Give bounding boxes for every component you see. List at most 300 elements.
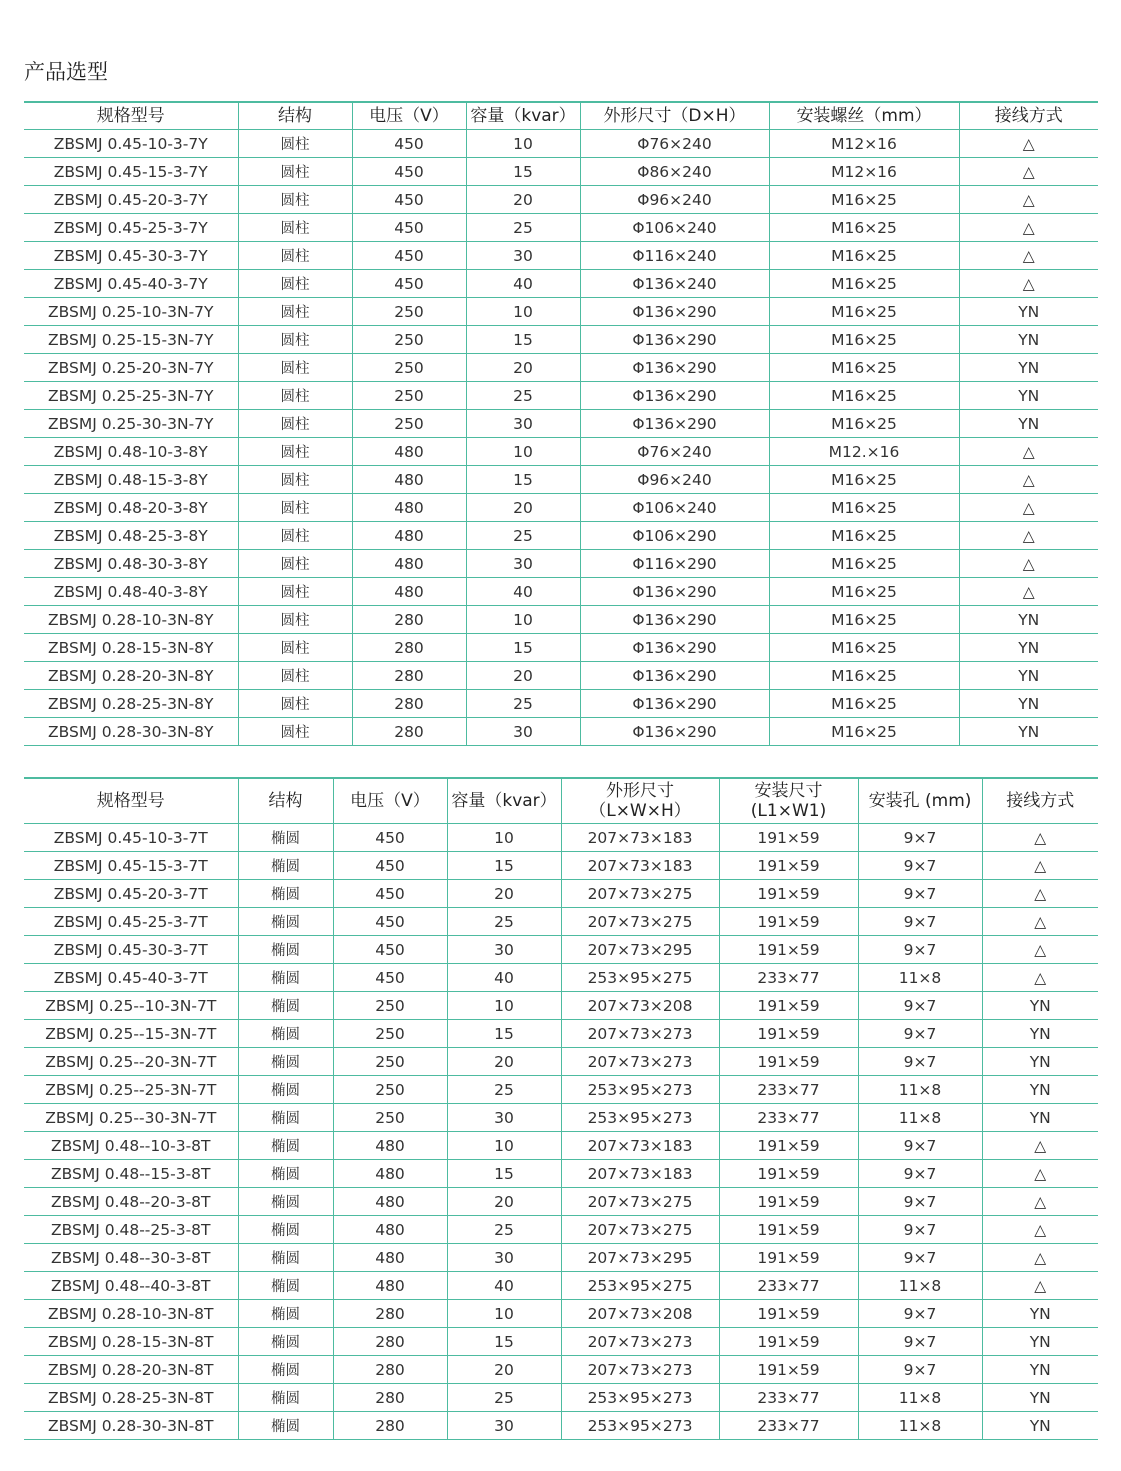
table-cell: M16×25 bbox=[769, 662, 959, 690]
table-cell: 191×59 bbox=[719, 1244, 858, 1272]
table-cell: 20 bbox=[466, 494, 580, 522]
table-cell: ZBSMJ 0.28-10-3N-8T bbox=[24, 1300, 238, 1328]
table-cell: ZBSMJ 0.48-40-3-8Y bbox=[24, 578, 238, 606]
table-body bbox=[24, 824, 1098, 1440]
table-cell: 9×7 bbox=[858, 1356, 982, 1384]
table-cell: 25 bbox=[447, 908, 561, 936]
table-cell: Φ136×290 bbox=[580, 690, 769, 718]
table-row bbox=[24, 438, 1098, 466]
table-cell: 450 bbox=[333, 824, 447, 852]
table-cell: 207×73×183 bbox=[561, 1132, 719, 1160]
table-cell: 253×95×275 bbox=[561, 964, 719, 992]
table-cell: 280 bbox=[333, 1328, 447, 1356]
table-cell: Φ76×240 bbox=[580, 438, 769, 466]
table-cell: 11×8 bbox=[858, 964, 982, 992]
table-cell: 253×95×273 bbox=[561, 1412, 719, 1440]
table-cell: YN bbox=[982, 1300, 1098, 1328]
table-row bbox=[24, 186, 1098, 214]
table-cell: 椭圆 bbox=[238, 1216, 333, 1244]
table-cell: 10 bbox=[466, 298, 580, 326]
table-cell: 25 bbox=[447, 1384, 561, 1412]
table-row bbox=[24, 354, 1098, 382]
table-cell: Φ106×240 bbox=[580, 214, 769, 242]
table-cell: 圆柱 bbox=[238, 326, 352, 354]
table-cell: ZBSMJ 0.25--15-3N-7T bbox=[24, 1020, 238, 1048]
table-cell: YN bbox=[982, 1104, 1098, 1132]
column-header-model: 规格型号 bbox=[24, 778, 238, 824]
table-cell: 480 bbox=[333, 1132, 447, 1160]
table-cell: ZBSMJ 0.48--10-3-8T bbox=[24, 1132, 238, 1160]
table-cell: 191×59 bbox=[719, 1160, 858, 1188]
table-cell: 圆柱 bbox=[238, 354, 352, 382]
table-cell: ZBSMJ 0.48--25-3-8T bbox=[24, 1216, 238, 1244]
table-cell: 椭圆 bbox=[238, 992, 333, 1020]
table-cell: 207×73×273 bbox=[561, 1020, 719, 1048]
table-cell: 191×59 bbox=[719, 1132, 858, 1160]
table-cell: ZBSMJ 0.25-25-3N-7Y bbox=[24, 382, 238, 410]
table-cell: 20 bbox=[466, 186, 580, 214]
table-cell: ZBSMJ 0.25--30-3N-7T bbox=[24, 1104, 238, 1132]
table-cell: 椭圆 bbox=[238, 824, 333, 852]
table-cell: ZBSMJ 0.45-40-3-7Y bbox=[24, 270, 238, 298]
table-cell: Φ96×240 bbox=[580, 466, 769, 494]
column-header-structure: 结构 bbox=[238, 778, 333, 824]
table-row bbox=[24, 1216, 1098, 1244]
table-cell: 15 bbox=[466, 158, 580, 186]
table-header-row bbox=[24, 778, 1098, 824]
table-cell: 191×59 bbox=[719, 852, 858, 880]
table-cell: 9×7 bbox=[858, 992, 982, 1020]
table-cell: ZBSMJ 0.45-30-3-7Y bbox=[24, 242, 238, 270]
table-cell: ZBSMJ 0.25-30-3N-7Y bbox=[24, 410, 238, 438]
table-cell: △ bbox=[959, 186, 1098, 214]
table-cell: 450 bbox=[352, 270, 466, 298]
table-cell: 圆柱 bbox=[238, 466, 352, 494]
table-row bbox=[24, 690, 1098, 718]
table-cell: 10 bbox=[447, 1132, 561, 1160]
table-cell: 30 bbox=[466, 410, 580, 438]
cylindrical-spec-table bbox=[24, 101, 1098, 746]
table-cell: M16×25 bbox=[769, 634, 959, 662]
table-cell: 圆柱 bbox=[238, 410, 352, 438]
table-cell: 20 bbox=[447, 1048, 561, 1076]
table-cell: 207×73×295 bbox=[561, 1244, 719, 1272]
table-row bbox=[24, 992, 1098, 1020]
table-cell: 233×77 bbox=[719, 1384, 858, 1412]
table-cell: △ bbox=[982, 936, 1098, 964]
table-cell: 椭圆 bbox=[238, 908, 333, 936]
table-cell: 15 bbox=[447, 852, 561, 880]
table-cell: 207×73×183 bbox=[561, 1160, 719, 1188]
table-cell: 20 bbox=[447, 880, 561, 908]
table-cell: 圆柱 bbox=[238, 662, 352, 690]
table-cell: ZBSMJ 0.48--15-3-8T bbox=[24, 1160, 238, 1188]
table-cell: ZBSMJ 0.48--30-3-8T bbox=[24, 1244, 238, 1272]
table-cell: 191×59 bbox=[719, 824, 858, 852]
table-cell: 9×7 bbox=[858, 1132, 982, 1160]
table-row bbox=[24, 494, 1098, 522]
table-cell: 30 bbox=[466, 242, 580, 270]
table-cell: 40 bbox=[466, 578, 580, 606]
table-cell: YN bbox=[982, 992, 1098, 1020]
table-cell: 25 bbox=[447, 1216, 561, 1244]
column-header-wiring: 接线方式 bbox=[982, 778, 1098, 824]
table-cell: 椭圆 bbox=[238, 964, 333, 992]
table-cell: 椭圆 bbox=[238, 1076, 333, 1104]
table-row bbox=[24, 1048, 1098, 1076]
table-cell: 250 bbox=[333, 992, 447, 1020]
table-cell: 10 bbox=[447, 824, 561, 852]
table-cell: △ bbox=[982, 1244, 1098, 1272]
table-cell: 250 bbox=[352, 410, 466, 438]
table-cell: 25 bbox=[466, 382, 580, 410]
table-cell: Φ136×240 bbox=[580, 270, 769, 298]
table-cell: Φ136×290 bbox=[580, 298, 769, 326]
table-cell: 207×73×273 bbox=[561, 1356, 719, 1384]
table-cell: 20 bbox=[466, 354, 580, 382]
table-cell: 253×95×275 bbox=[561, 1272, 719, 1300]
table-row bbox=[24, 1160, 1098, 1188]
table-cell: 圆柱 bbox=[238, 186, 352, 214]
table-cell: 11×8 bbox=[858, 1384, 982, 1412]
table-cell: ZBSMJ 0.48-10-3-8Y bbox=[24, 438, 238, 466]
table-cell: △ bbox=[959, 550, 1098, 578]
table-cell: 25 bbox=[466, 214, 580, 242]
table-cell: ZBSMJ 0.28-15-3N-8Y bbox=[24, 634, 238, 662]
column-header-capacity: 容量（kvar） bbox=[466, 102, 580, 130]
table-cell: 191×59 bbox=[719, 992, 858, 1020]
table-cell: 253×95×273 bbox=[561, 1384, 719, 1412]
table-cell: 280 bbox=[352, 718, 466, 746]
table-cell: 圆柱 bbox=[238, 634, 352, 662]
table-cell: YN bbox=[982, 1328, 1098, 1356]
table-cell: 椭圆 bbox=[238, 1244, 333, 1272]
table-cell: ZBSMJ 0.45-15-3-7T bbox=[24, 852, 238, 880]
table-row bbox=[24, 1020, 1098, 1048]
table-row bbox=[24, 578, 1098, 606]
table-cell: 椭圆 bbox=[238, 880, 333, 908]
table-cell: 11×8 bbox=[858, 1104, 982, 1132]
table-cell: 40 bbox=[447, 964, 561, 992]
table-cell: ZBSMJ 0.28-20-3N-8T bbox=[24, 1356, 238, 1384]
table-cell: M16×25 bbox=[769, 550, 959, 578]
table-cell: Φ106×290 bbox=[580, 522, 769, 550]
table-cell: 11×8 bbox=[858, 1412, 982, 1440]
table-cell: 15 bbox=[447, 1020, 561, 1048]
table-cell: Φ136×290 bbox=[580, 578, 769, 606]
table-cell: 圆柱 bbox=[238, 494, 352, 522]
table-cell: 椭圆 bbox=[238, 852, 333, 880]
table-row bbox=[24, 908, 1098, 936]
table-cell: ZBSMJ 0.25-10-3N-7Y bbox=[24, 298, 238, 326]
table-cell: YN bbox=[959, 410, 1098, 438]
table-cell: △ bbox=[959, 494, 1098, 522]
table-cell: 450 bbox=[333, 964, 447, 992]
table-cell: 圆柱 bbox=[238, 214, 352, 242]
table-cell: 40 bbox=[466, 270, 580, 298]
table-cell: 207×73×208 bbox=[561, 992, 719, 1020]
table-cell: 250 bbox=[333, 1020, 447, 1048]
table-row bbox=[24, 880, 1098, 908]
table-row bbox=[24, 270, 1098, 298]
table-cell: △ bbox=[959, 438, 1098, 466]
column-header-voltage: 电压（V） bbox=[333, 778, 447, 824]
table-cell: 480 bbox=[352, 438, 466, 466]
table-cell: 9×7 bbox=[858, 1160, 982, 1188]
table-cell: ZBSMJ 0.48-30-3-8Y bbox=[24, 550, 238, 578]
table-cell: 280 bbox=[333, 1412, 447, 1440]
table-cell: YN bbox=[982, 1356, 1098, 1384]
table-cell: 椭圆 bbox=[238, 1132, 333, 1160]
table-cell: 233×77 bbox=[719, 1076, 858, 1104]
table-cell: △ bbox=[982, 824, 1098, 852]
table-cell: ZBSMJ 0.28-25-3N-8Y bbox=[24, 690, 238, 718]
table-cell: ZBSMJ 0.45-20-3-7Y bbox=[24, 186, 238, 214]
table-cell: 25 bbox=[466, 690, 580, 718]
table-cell: 480 bbox=[352, 578, 466, 606]
table-cell: 圆柱 bbox=[238, 718, 352, 746]
column-header-voltage: 电压（V） bbox=[352, 102, 466, 130]
table-cell: 450 bbox=[352, 130, 466, 158]
table-cell: 椭圆 bbox=[238, 1104, 333, 1132]
table-cell: 9×7 bbox=[858, 1020, 982, 1048]
table-cell: 207×73×275 bbox=[561, 1216, 719, 1244]
table-cell: YN bbox=[959, 606, 1098, 634]
table-cell: 椭圆 bbox=[238, 1048, 333, 1076]
table-cell: △ bbox=[959, 466, 1098, 494]
table-row bbox=[24, 606, 1098, 634]
table-cell: ZBSMJ 0.25--10-3N-7T bbox=[24, 992, 238, 1020]
table-row bbox=[24, 382, 1098, 410]
table-cell: 椭圆 bbox=[238, 936, 333, 964]
table-cell: Φ76×240 bbox=[580, 130, 769, 158]
table-cell: 480 bbox=[333, 1216, 447, 1244]
table-cell: M16×25 bbox=[769, 690, 959, 718]
table-cell: M12×16 bbox=[769, 130, 959, 158]
table-cell: 207×73×275 bbox=[561, 880, 719, 908]
table-cell: M16×25 bbox=[769, 242, 959, 270]
table-cell: Φ86×240 bbox=[580, 158, 769, 186]
table-cell: YN bbox=[959, 354, 1098, 382]
table-cell: 15 bbox=[447, 1328, 561, 1356]
table-cell: 250 bbox=[333, 1104, 447, 1132]
table-cell: M16×25 bbox=[769, 494, 959, 522]
table-cell: 15 bbox=[466, 634, 580, 662]
table-row bbox=[24, 1412, 1098, 1440]
table-cell: △ bbox=[959, 214, 1098, 242]
table-cell: 11×8 bbox=[858, 1076, 982, 1104]
table-cell: 10 bbox=[466, 130, 580, 158]
table-cell: ZBSMJ 0.45-10-3-7Y bbox=[24, 130, 238, 158]
table-cell: 207×73×183 bbox=[561, 824, 719, 852]
table-cell: 30 bbox=[447, 1244, 561, 1272]
table-cell: Φ116×290 bbox=[580, 550, 769, 578]
table-cell: M12.×16 bbox=[769, 438, 959, 466]
table-cell: Φ136×290 bbox=[580, 662, 769, 690]
table-cell: YN bbox=[982, 1384, 1098, 1412]
table-cell: 253×95×273 bbox=[561, 1104, 719, 1132]
table-row bbox=[24, 158, 1098, 186]
table-cell: M16×25 bbox=[769, 382, 959, 410]
table-cell: 191×59 bbox=[719, 1356, 858, 1384]
table-cell: 191×59 bbox=[719, 936, 858, 964]
table-cell: 207×73×208 bbox=[561, 1300, 719, 1328]
table-cell: Φ136×290 bbox=[580, 382, 769, 410]
table-cell: 30 bbox=[447, 1412, 561, 1440]
table-cell: 191×59 bbox=[719, 1328, 858, 1356]
table-cell: 450 bbox=[333, 908, 447, 936]
table-cell: 480 bbox=[352, 466, 466, 494]
column-header-mounting-screw: 安装螺丝（mm） bbox=[769, 102, 959, 130]
table-cell: 圆柱 bbox=[238, 606, 352, 634]
table-cell: 9×7 bbox=[858, 852, 982, 880]
table-cell: △ bbox=[959, 158, 1098, 186]
table-cell: 9×7 bbox=[858, 1188, 982, 1216]
table-cell: 191×59 bbox=[719, 880, 858, 908]
table-cell: 25 bbox=[466, 522, 580, 550]
table-cell: 10 bbox=[447, 1300, 561, 1328]
table-cell: 450 bbox=[333, 936, 447, 964]
table-cell: 207×73×273 bbox=[561, 1328, 719, 1356]
table-cell: M16×25 bbox=[769, 606, 959, 634]
table-cell: 207×73×183 bbox=[561, 852, 719, 880]
table-cell: 480 bbox=[333, 1160, 447, 1188]
table-cell: ZBSMJ 0.45-15-3-7Y bbox=[24, 158, 238, 186]
table-cell: M16×25 bbox=[769, 354, 959, 382]
table-cell: YN bbox=[959, 662, 1098, 690]
table-cell: 30 bbox=[447, 1104, 561, 1132]
table-cell: ZBSMJ 0.45-25-3-7T bbox=[24, 908, 238, 936]
table-cell: 椭圆 bbox=[238, 1160, 333, 1188]
table-cell: 15 bbox=[447, 1160, 561, 1188]
table-cell: 10 bbox=[447, 992, 561, 1020]
table-row bbox=[24, 1328, 1098, 1356]
table-cell: 圆柱 bbox=[238, 578, 352, 606]
table-cell: 450 bbox=[352, 242, 466, 270]
table-row bbox=[24, 634, 1098, 662]
table-row bbox=[24, 1132, 1098, 1160]
table-cell: 圆柱 bbox=[238, 298, 352, 326]
table-cell: 250 bbox=[352, 354, 466, 382]
table-cell: ZBSMJ 0.28-20-3N-8Y bbox=[24, 662, 238, 690]
table-cell: 圆柱 bbox=[238, 438, 352, 466]
table-cell: ZBSMJ 0.28-30-3N-8Y bbox=[24, 718, 238, 746]
table-cell: 450 bbox=[333, 852, 447, 880]
table-cell: 椭圆 bbox=[238, 1020, 333, 1048]
table-cell: 280 bbox=[352, 690, 466, 718]
table-cell: 30 bbox=[466, 550, 580, 578]
table-header-row bbox=[24, 102, 1098, 130]
table-cell: YN bbox=[982, 1076, 1098, 1104]
table-cell: 191×59 bbox=[719, 1188, 858, 1216]
table-cell: △ bbox=[959, 130, 1098, 158]
table-cell: △ bbox=[959, 578, 1098, 606]
table-cell: ZBSMJ 0.28-25-3N-8T bbox=[24, 1384, 238, 1412]
table-cell: M16×25 bbox=[769, 522, 959, 550]
table-row bbox=[24, 326, 1098, 354]
table-cell: 圆柱 bbox=[238, 242, 352, 270]
table-row bbox=[24, 1104, 1098, 1132]
table-cell: 191×59 bbox=[719, 1300, 858, 1328]
table-row bbox=[24, 1244, 1098, 1272]
elliptical-spec-table bbox=[24, 777, 1098, 1440]
table-cell: YN bbox=[959, 690, 1098, 718]
table-row bbox=[24, 852, 1098, 880]
table-cell: 233×77 bbox=[719, 1104, 858, 1132]
table-cell: 250 bbox=[333, 1048, 447, 1076]
table-cell: M16×25 bbox=[769, 466, 959, 494]
table-cell: 椭圆 bbox=[238, 1300, 333, 1328]
table-cell: △ bbox=[982, 1272, 1098, 1300]
table-cell: 9×7 bbox=[858, 1216, 982, 1244]
column-header-model: 规格型号 bbox=[24, 102, 238, 130]
table-cell: Φ106×240 bbox=[580, 494, 769, 522]
table-cell: 圆柱 bbox=[238, 130, 352, 158]
table-cell: △ bbox=[982, 1216, 1098, 1244]
table-cell: M16×25 bbox=[769, 214, 959, 242]
table-cell: ZBSMJ 0.45-10-3-7T bbox=[24, 824, 238, 852]
table-cell: ZBSMJ 0.25--25-3N-7T bbox=[24, 1076, 238, 1104]
table-row bbox=[24, 1188, 1098, 1216]
table-cell: △ bbox=[982, 852, 1098, 880]
table-cell: 圆柱 bbox=[238, 522, 352, 550]
column-header-dimensions: 外形尺寸（D×H） bbox=[580, 102, 769, 130]
table-row bbox=[24, 410, 1098, 438]
table-cell: ZBSMJ 0.45-25-3-7Y bbox=[24, 214, 238, 242]
column-header-wiring: 接线方式 bbox=[959, 102, 1098, 130]
table-cell: YN bbox=[982, 1412, 1098, 1440]
table-cell: YN bbox=[959, 634, 1098, 662]
table-row bbox=[24, 1356, 1098, 1384]
table-cell: ZBSMJ 0.45-20-3-7T bbox=[24, 880, 238, 908]
column-header-dimensions: 外形尺寸 （L×W×H） bbox=[561, 778, 719, 824]
table-cell: ZBSMJ 0.25-20-3N-7Y bbox=[24, 354, 238, 382]
column-header-mounting-size: 安装尺寸 (L1×W1) bbox=[719, 778, 858, 824]
table-cell: 20 bbox=[447, 1188, 561, 1216]
table-cell: 9×7 bbox=[858, 880, 982, 908]
table-cell: △ bbox=[959, 522, 1098, 550]
table-cell: 9×7 bbox=[858, 1048, 982, 1076]
table-cell: 191×59 bbox=[719, 1048, 858, 1076]
table-cell: 9×7 bbox=[858, 1328, 982, 1356]
table-cell: M16×25 bbox=[769, 578, 959, 606]
table-cell: Φ116×240 bbox=[580, 242, 769, 270]
table-cell: Φ136×290 bbox=[580, 410, 769, 438]
table-body bbox=[24, 130, 1098, 746]
table-cell: 15 bbox=[466, 466, 580, 494]
table-cell: △ bbox=[959, 270, 1098, 298]
table-cell: 10 bbox=[466, 606, 580, 634]
page-title: 产品选型 bbox=[24, 60, 108, 84]
table-cell: YN bbox=[982, 1020, 1098, 1048]
table-cell: Φ136×290 bbox=[580, 606, 769, 634]
table-cell: 9×7 bbox=[858, 1300, 982, 1328]
table-cell: 207×73×275 bbox=[561, 908, 719, 936]
table-cell: 207×73×273 bbox=[561, 1048, 719, 1076]
table-cell: ZBSMJ 0.25--20-3N-7T bbox=[24, 1048, 238, 1076]
table-cell: 9×7 bbox=[858, 1244, 982, 1272]
table-cell: 圆柱 bbox=[238, 158, 352, 186]
table-cell: ZBSMJ 0.48--40-3-8T bbox=[24, 1272, 238, 1300]
table-cell: YN bbox=[959, 298, 1098, 326]
table-cell: 40 bbox=[447, 1272, 561, 1300]
table-cell: M16×25 bbox=[769, 270, 959, 298]
table-cell: ZBSMJ 0.48-25-3-8Y bbox=[24, 522, 238, 550]
table-cell: M16×25 bbox=[769, 298, 959, 326]
table-cell: 25 bbox=[447, 1076, 561, 1104]
table-cell: 圆柱 bbox=[238, 690, 352, 718]
table-cell: ZBSMJ 0.48--20-3-8T bbox=[24, 1188, 238, 1216]
